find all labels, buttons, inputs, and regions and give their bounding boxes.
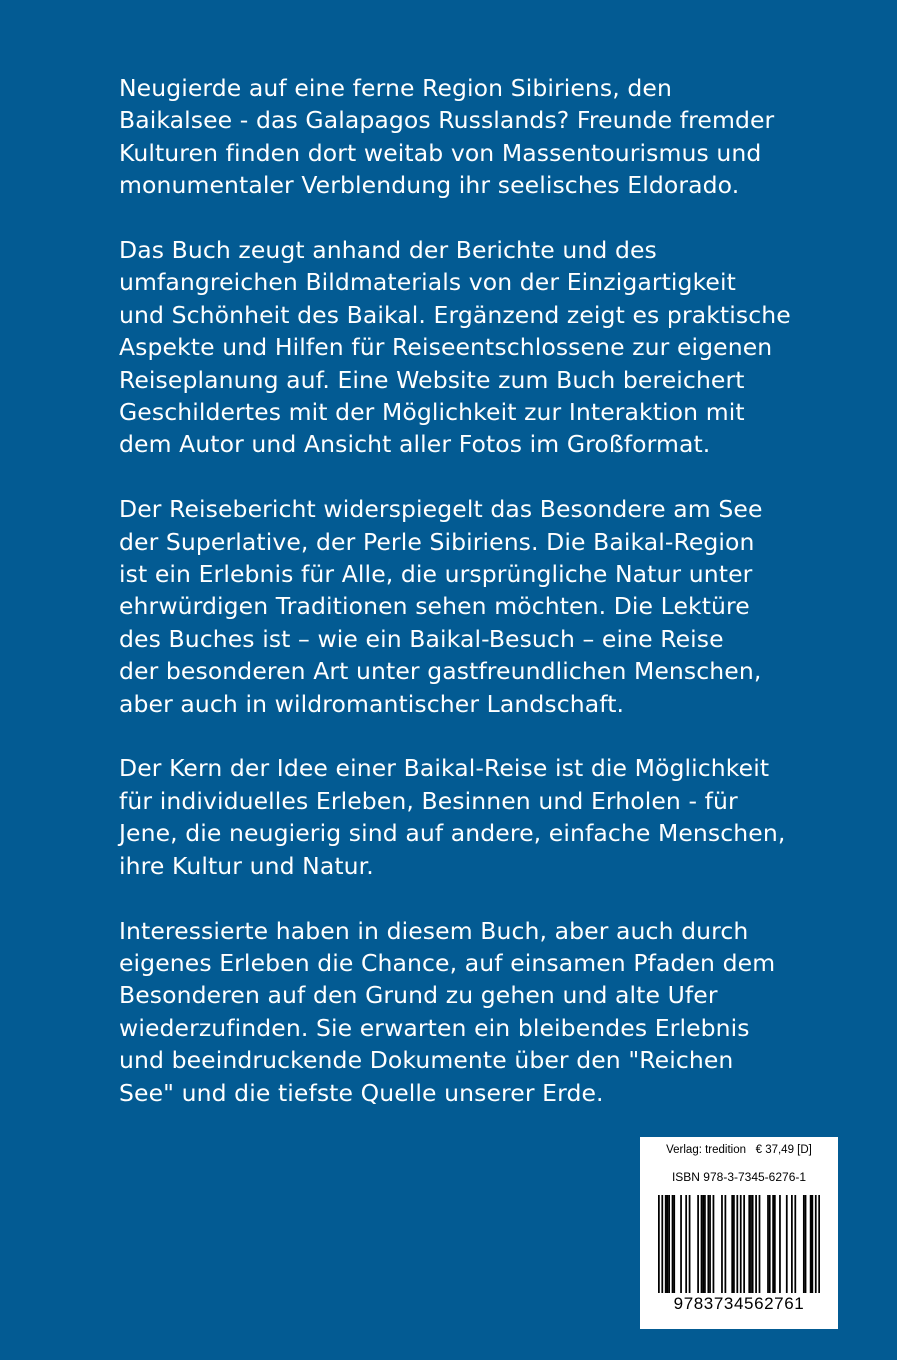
blurb-line: Der Reisebericht widerspiegelt das Besondere am See	[119, 495, 763, 524]
barcode-bar	[794, 1195, 796, 1293]
barcode-bar	[748, 1195, 750, 1293]
barcode-bar	[668, 1195, 670, 1293]
blurb-line: See" und die tiefste Quelle unserer Erde.	[119, 1078, 604, 1107]
barcode-bar	[665, 1195, 667, 1293]
barcode-bar	[752, 1195, 754, 1293]
blurb-paragraph	[119, 72, 839, 202]
publisher-price-line: Verlag: tredition € 37,49 [D]	[666, 1144, 812, 1156]
barcode-bar	[713, 1195, 715, 1293]
barcode-bar	[725, 1195, 727, 1293]
blurb-line: Geschildertes mit der Möglichkeit zur Interaktion mit	[119, 398, 745, 427]
isbn-line: ISBN 978-3-7345-6276-1	[671, 1170, 807, 1184]
back-cover-blurb	[119, 72, 839, 1141]
blurb-line: Interessierte haben in diesem Buch, aber auch durch	[119, 916, 749, 945]
barcode-bar	[731, 1195, 733, 1293]
blurb-line: des Buches ist – wie ein Baikal-Besuch – eine Reise	[119, 624, 724, 653]
barcode-bar	[736, 1195, 738, 1293]
barcode-bar	[721, 1195, 723, 1293]
barcode-bar	[709, 1195, 711, 1293]
barcode-bar	[803, 1195, 805, 1293]
blurb-line: für individuelles Erleben, Besinnen und Erholen - für	[119, 786, 738, 815]
blurb-line: eigenes Erleben die Chance, auf einsamen Pfaden dem	[119, 948, 776, 977]
blurb-paragraph	[119, 752, 839, 882]
barcode-bar	[658, 1195, 660, 1293]
barcode-bar	[769, 1195, 771, 1293]
barcode-bar	[818, 1195, 820, 1293]
blurb-line: der Superlative, der Perle Sibiriens. Die Baikal-Region	[119, 527, 755, 556]
barcode-bar	[702, 1195, 704, 1293]
blurb-line: Neugierde auf eine ferne Region Sibiriens, den	[119, 74, 672, 102]
blurb-paragraph	[119, 234, 839, 461]
barcode-bar	[805, 1195, 807, 1293]
blurb-line: ist ein Erlebnis für Alle, die ursprüngliche Natur unter	[119, 560, 753, 589]
blurb-line: Baikalsee - das Galapagos Russlands? Freunde fremder	[119, 106, 775, 135]
barcode-bar	[755, 1195, 757, 1293]
blurb-line: umfangreichen Bildmaterials von der Einzigartigkeit	[119, 268, 736, 297]
barcode-bar	[815, 1195, 817, 1293]
barcode-bar	[786, 1195, 788, 1293]
blurb-line: Reiseplanung auf. Eine Website zum Buch bereichert	[119, 365, 745, 394]
blurb-line: Kulturen finden dort weitab von Massentourismus und	[119, 138, 762, 167]
barcode-bar	[672, 1195, 674, 1293]
barcode-bar	[740, 1195, 742, 1293]
barcode-bar	[743, 1195, 745, 1293]
blurb-line: und beeindruckende Dokumente über den "Reichen	[119, 1046, 734, 1075]
blurb-line: monumentaler Verblendung ihr seelisches Eldorado.	[119, 171, 740, 200]
blurb-paragraph	[119, 493, 839, 720]
barcode-bar	[707, 1195, 709, 1293]
barcode-bar	[673, 1195, 675, 1293]
blurb-line: Aspekte und Hilfen für Reiseentschlossene zur eigenen	[119, 333, 773, 362]
blurb-line: Besonderen auf den Grund zu gehen und alte Ufer	[119, 981, 718, 1010]
blurb-line: ehrwürdigen Traditionen sehen möchten. Die Lektüre	[119, 592, 750, 621]
isbn-barcode-box	[640, 1137, 838, 1329]
barcode-bar	[774, 1195, 776, 1293]
barcode-bar	[759, 1195, 761, 1293]
barcode-digits: 9783734562761	[673, 1294, 805, 1313]
barcode-bar	[772, 1195, 774, 1293]
barcode-bar	[791, 1195, 793, 1293]
blurb-line: aber auch in wildromantischer Landschaft.	[119, 689, 625, 718]
barcode-bar	[661, 1195, 663, 1293]
blurb-line: dem Autor und Ansicht aller Fotos im Großformat.	[119, 430, 711, 459]
barcode-bar	[810, 1195, 812, 1293]
barcode-bar	[697, 1195, 699, 1293]
barcode-bar	[811, 1195, 813, 1293]
ean-barcode	[658, 1195, 820, 1293]
blurb-line: und Schönheit des Baikal. Ergänzend zeigt es praktische	[119, 300, 791, 329]
barcode-bar	[779, 1195, 781, 1293]
blurb-line: wiederzufinden. Sie erwarten ein bleibendes Erlebnis	[119, 1013, 750, 1042]
barcode-bar	[750, 1195, 752, 1293]
blurb-line: der besonderen Art unter gastfreundlichen Menschen,	[119, 657, 762, 686]
barcode-bar	[685, 1195, 687, 1293]
blurb-line: Der Kern der Idee einer Baikal-Reise ist die Möglichkeit	[119, 754, 770, 783]
barcode-bar	[680, 1195, 682, 1293]
barcode-bar	[767, 1195, 769, 1293]
barcode-bar	[701, 1195, 703, 1293]
barcode-bar	[689, 1195, 691, 1293]
barcode-bar	[704, 1195, 706, 1293]
blurb-line: Jene, die neugierig sind auf andere, einfache Menschen,	[119, 819, 786, 848]
blurb-line: ihre Kultur und Natur.	[119, 851, 374, 880]
blurb-paragraph	[119, 915, 839, 1109]
barcode-bar	[733, 1195, 735, 1293]
barcode-bar	[667, 1195, 669, 1293]
blurb-line: Das Buch zeugt anhand der Berichte und des	[119, 236, 657, 265]
